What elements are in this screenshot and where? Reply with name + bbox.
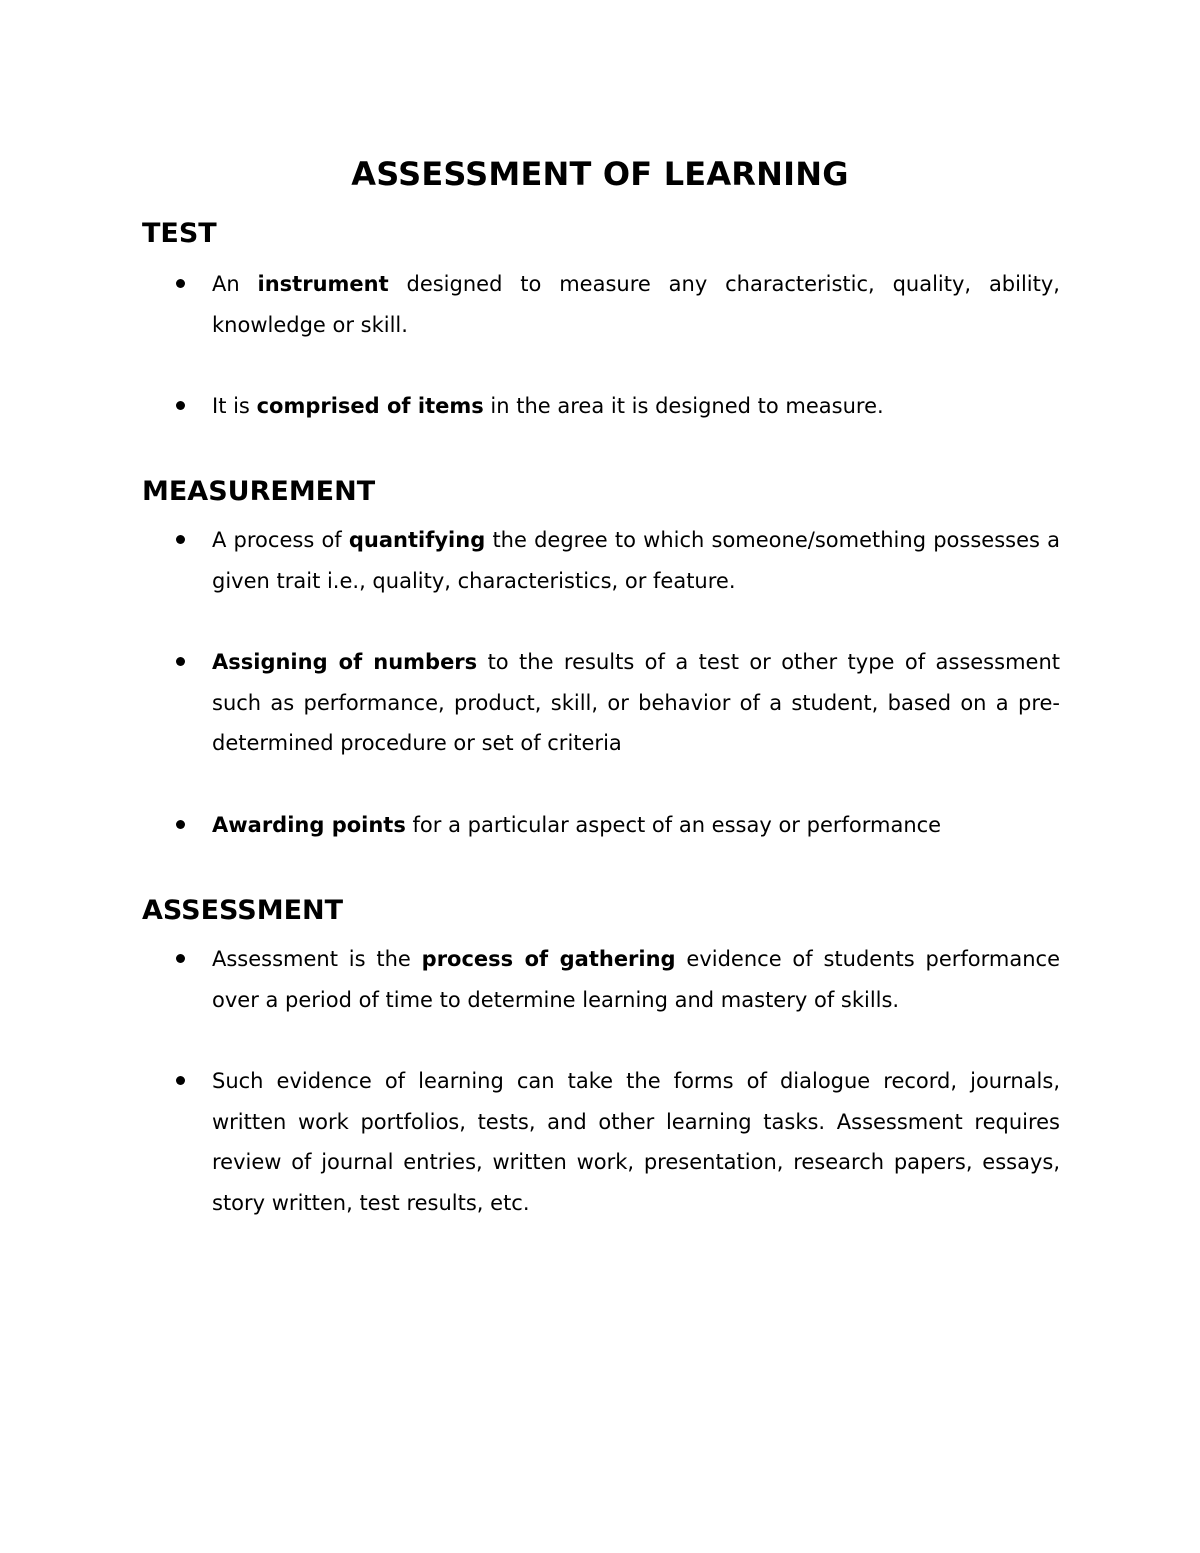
list-item [142, 386, 1060, 427]
bullet-list-measurement [142, 520, 1060, 845]
bullet-icon [176, 401, 185, 410]
item-text: A process of [212, 528, 349, 552]
item-text: the degree to which someone/something possesses a given trait i.e., quality, characteristics, or feature. [212, 528, 1060, 593]
item-emphasis: Awarding points [212, 812, 406, 837]
item-emphasis: quantifying [348, 528, 486, 552]
item-emphasis: comprised of items [256, 394, 484, 418]
list-item [142, 264, 1060, 345]
bullet-list-assessment [142, 939, 1060, 1223]
item-text: evidence of students performance over a period of time to determine learning and mastery of skills. [212, 947, 1061, 1012]
item-text: in the area it is designed to measure. [483, 394, 884, 418]
item-text: It is [212, 394, 257, 418]
section-assessment [142, 891, 1060, 1223]
section-measurement [142, 472, 1060, 845]
section-heading-test: TEST [142, 218, 217, 249]
item-emphasis: instrument [257, 272, 389, 296]
list-item [142, 1061, 1060, 1223]
item-text: designed to measure any characteristic, quality, ability, knowledge or skill. [212, 272, 1060, 337]
item-emphasis: Assigning of numbers [212, 650, 478, 674]
item-text: An [212, 272, 258, 296]
item-text: to the results of a test or other type of assessment such as performance, product, skill, or behavior of a student, based on a pre-determined procedure or set of criteria [212, 650, 1060, 755]
bullet-icon [176, 657, 185, 666]
item-emphasis: process of gathering [421, 947, 676, 971]
bullet-icon [176, 820, 185, 829]
list-item [142, 642, 1060, 764]
item-text: Such evidence of learning can take the forms of dialogue record, journals, written work portfolios, tests, and other learning tasks. Assessment requires review of journal entries, written work, presentation, research papers, essays, story written, test results, etc. [212, 1069, 1060, 1215]
bullet-icon [176, 954, 185, 963]
item-text: for a particular aspect of an essay or performance [405, 812, 942, 837]
bullet-icon [176, 1076, 185, 1085]
section-heading-measurement: MEASUREMENT [142, 476, 376, 507]
section-test [142, 214, 1060, 427]
item-text: Assessment is the [212, 947, 422, 971]
section-heading-assessment: ASSESSMENT [142, 895, 344, 926]
list-item [142, 520, 1060, 601]
list-item [142, 805, 1060, 846]
bullet-icon [176, 279, 185, 288]
bullet-icon [176, 535, 185, 544]
document-title: ASSESSMENT OF LEARNING [351, 155, 849, 193]
bullet-list-test [142, 264, 1060, 427]
list-item [142, 939, 1060, 1020]
